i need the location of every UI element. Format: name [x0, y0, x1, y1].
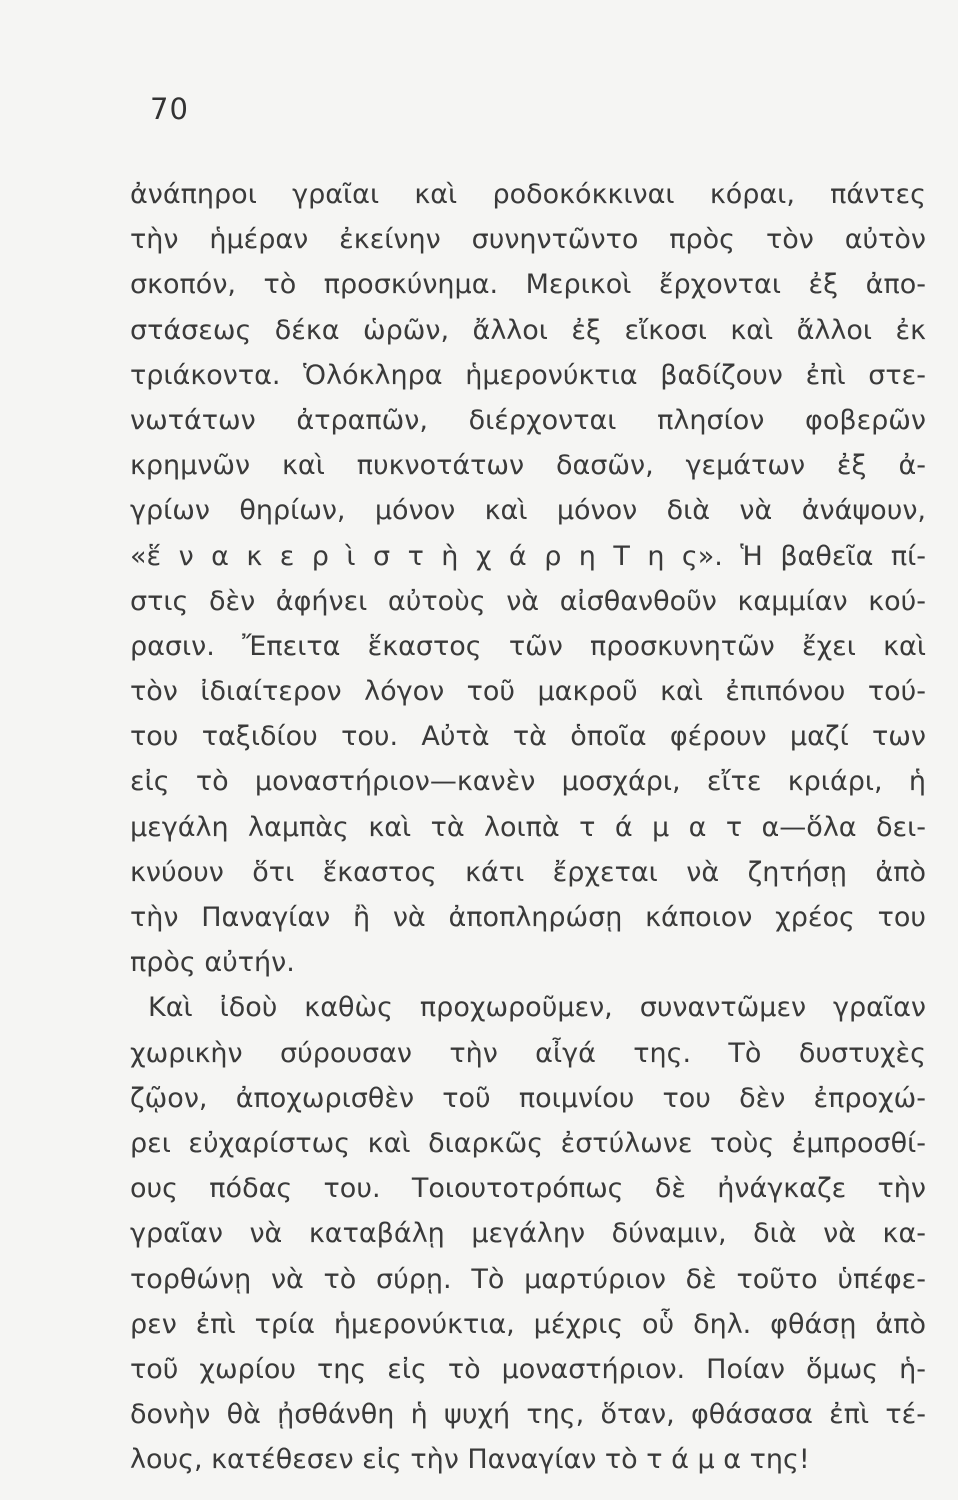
text-line: ρεν ἐπὶ τρία ἡμερονύκτια, μέχρις οὗ δηλ. φθάσῃ ἀπὸ: [130, 1308, 926, 1340]
text-line: σκοπόν, τὸ προσκύνημα. Μερικοὶ ἔρχονται ἐξ ἀπο-: [130, 269, 926, 301]
text-line: νωτάτων ἀτραπῶν, διέρχονται πλησίον φοβερῶν: [130, 404, 926, 436]
paragraph-start-line: Καὶ ἰδοὺ καθὼς προχωροῦμεν, συναντῶμεν γραῖαν: [148, 992, 926, 1024]
text-line: χωρικὴν σύρουσαν τὴν αἶγά της. Τὸ δυστυχὲς: [130, 1037, 926, 1069]
text-line: του ταξιδίου του. Αὐτὰ τὰ ὁποῖα φέρουν μαζί των: [130, 721, 926, 753]
text-line: ζῷον, ἀποχωρισθὲν τοῦ ποιμνίου του δὲν ἐπροχώ-: [130, 1082, 926, 1114]
page-number: 70: [150, 92, 189, 126]
text-line: τὴν ἡμέραν ἐκείνην συνηντῶντο πρὸς τὸν αὐτὸν: [130, 224, 926, 256]
text-line: ρει εὐχαρίστως καὶ διαρκῶς ἐστύλωνε τοὺς ἐμπροσθί-: [130, 1127, 926, 1159]
text-line: στις δὲν ἀφήνει αὐτοὺς νὰ αἰσθανθοῦν καμμίαν κού-: [130, 585, 926, 617]
text-line: τὸν ἰδιαίτερον λόγον τοῦ μακροῦ καὶ ἐπιπόνου τού-: [130, 676, 926, 708]
text-line: μεγάλη λαμπὰς καὶ τὰ λοιπὰ τ ά μ α τ α—ὅλα δει-: [130, 811, 926, 843]
text-line: κνύουν ὅτι ἕκαστος κάτι ἔρχεται νὰ ζητήσῃ ἀπὸ: [130, 856, 926, 888]
text-line: ους πόδας του. Τοιουτοτρόπως δὲ ἠνάγκαζε τὴν: [130, 1173, 926, 1205]
text-line: κρημνῶν καὶ πυκνοτάτων δασῶν, γεμάτων ἐξ ἀ-: [130, 450, 926, 482]
text-line: δονὴν θὰ ᾐσθάνθη ἡ ψυχή της, ὅταν, φθάσασα ἐπὶ τέ-: [130, 1399, 926, 1431]
text-line: «ἕ ν α κ ε ρ ὶ σ τ ὴ χ ά ρ η Τ η ς». Ἡ βαθεῖα πί-: [130, 540, 926, 572]
paragraph-end-line: λους, κατέθεσεν εἰς τὴν Παναγίαν τὸ τ ά μ α της!: [130, 1444, 810, 1476]
text-line: ρασιν. Ἔπειτα ἕκαστος τῶν προσκυνητῶν ἔχει καὶ: [130, 630, 926, 662]
text-line: τοῦ χωρίου της εἰς τὸ μοναστήριον. Ποίαν ὅμως ἡ-: [130, 1353, 926, 1385]
body-text: [130, 172, 926, 1482]
text-line: γρίων θηρίων, μόνον καὶ μόνον διὰ νὰ ἀνάψουν,: [130, 495, 926, 527]
text-line: τριάκοντα. Ὁλόκληρα ἡμερονύκτια βαδίζουν ἐπὶ στε-: [130, 359, 926, 391]
text-line: ἀνάπηροι γραῖαι καὶ ροδοκόκκιναι κόραι, πάντες: [130, 179, 926, 210]
text-line: στάσεως δέκα ὡρῶν, ἄλλοι ἐξ εἴκοσι καὶ ἄλλοι ἐκ: [130, 314, 926, 346]
text-line: γραῖαν νὰ καταβάλῃ μεγάλην δύναμιν, διὰ νὰ κα-: [130, 1218, 926, 1250]
paragraph-end-line: πρὸς αὐτήν.: [130, 947, 295, 979]
text-line: τορθώνῃ νὰ τὸ σύρῃ. Τὸ μαρτύριον δὲ τοῦτο ὑπέφε-: [130, 1263, 926, 1295]
text-line: τὴν Παναγίαν ἢ νὰ ἀποπληρώσῃ κάποιον χρέος του: [130, 902, 926, 933]
text-line: εἰς τὸ μοναστήριον—κανὲν μοσχάρι, εἴτε κριάρι, ἡ: [130, 766, 926, 798]
